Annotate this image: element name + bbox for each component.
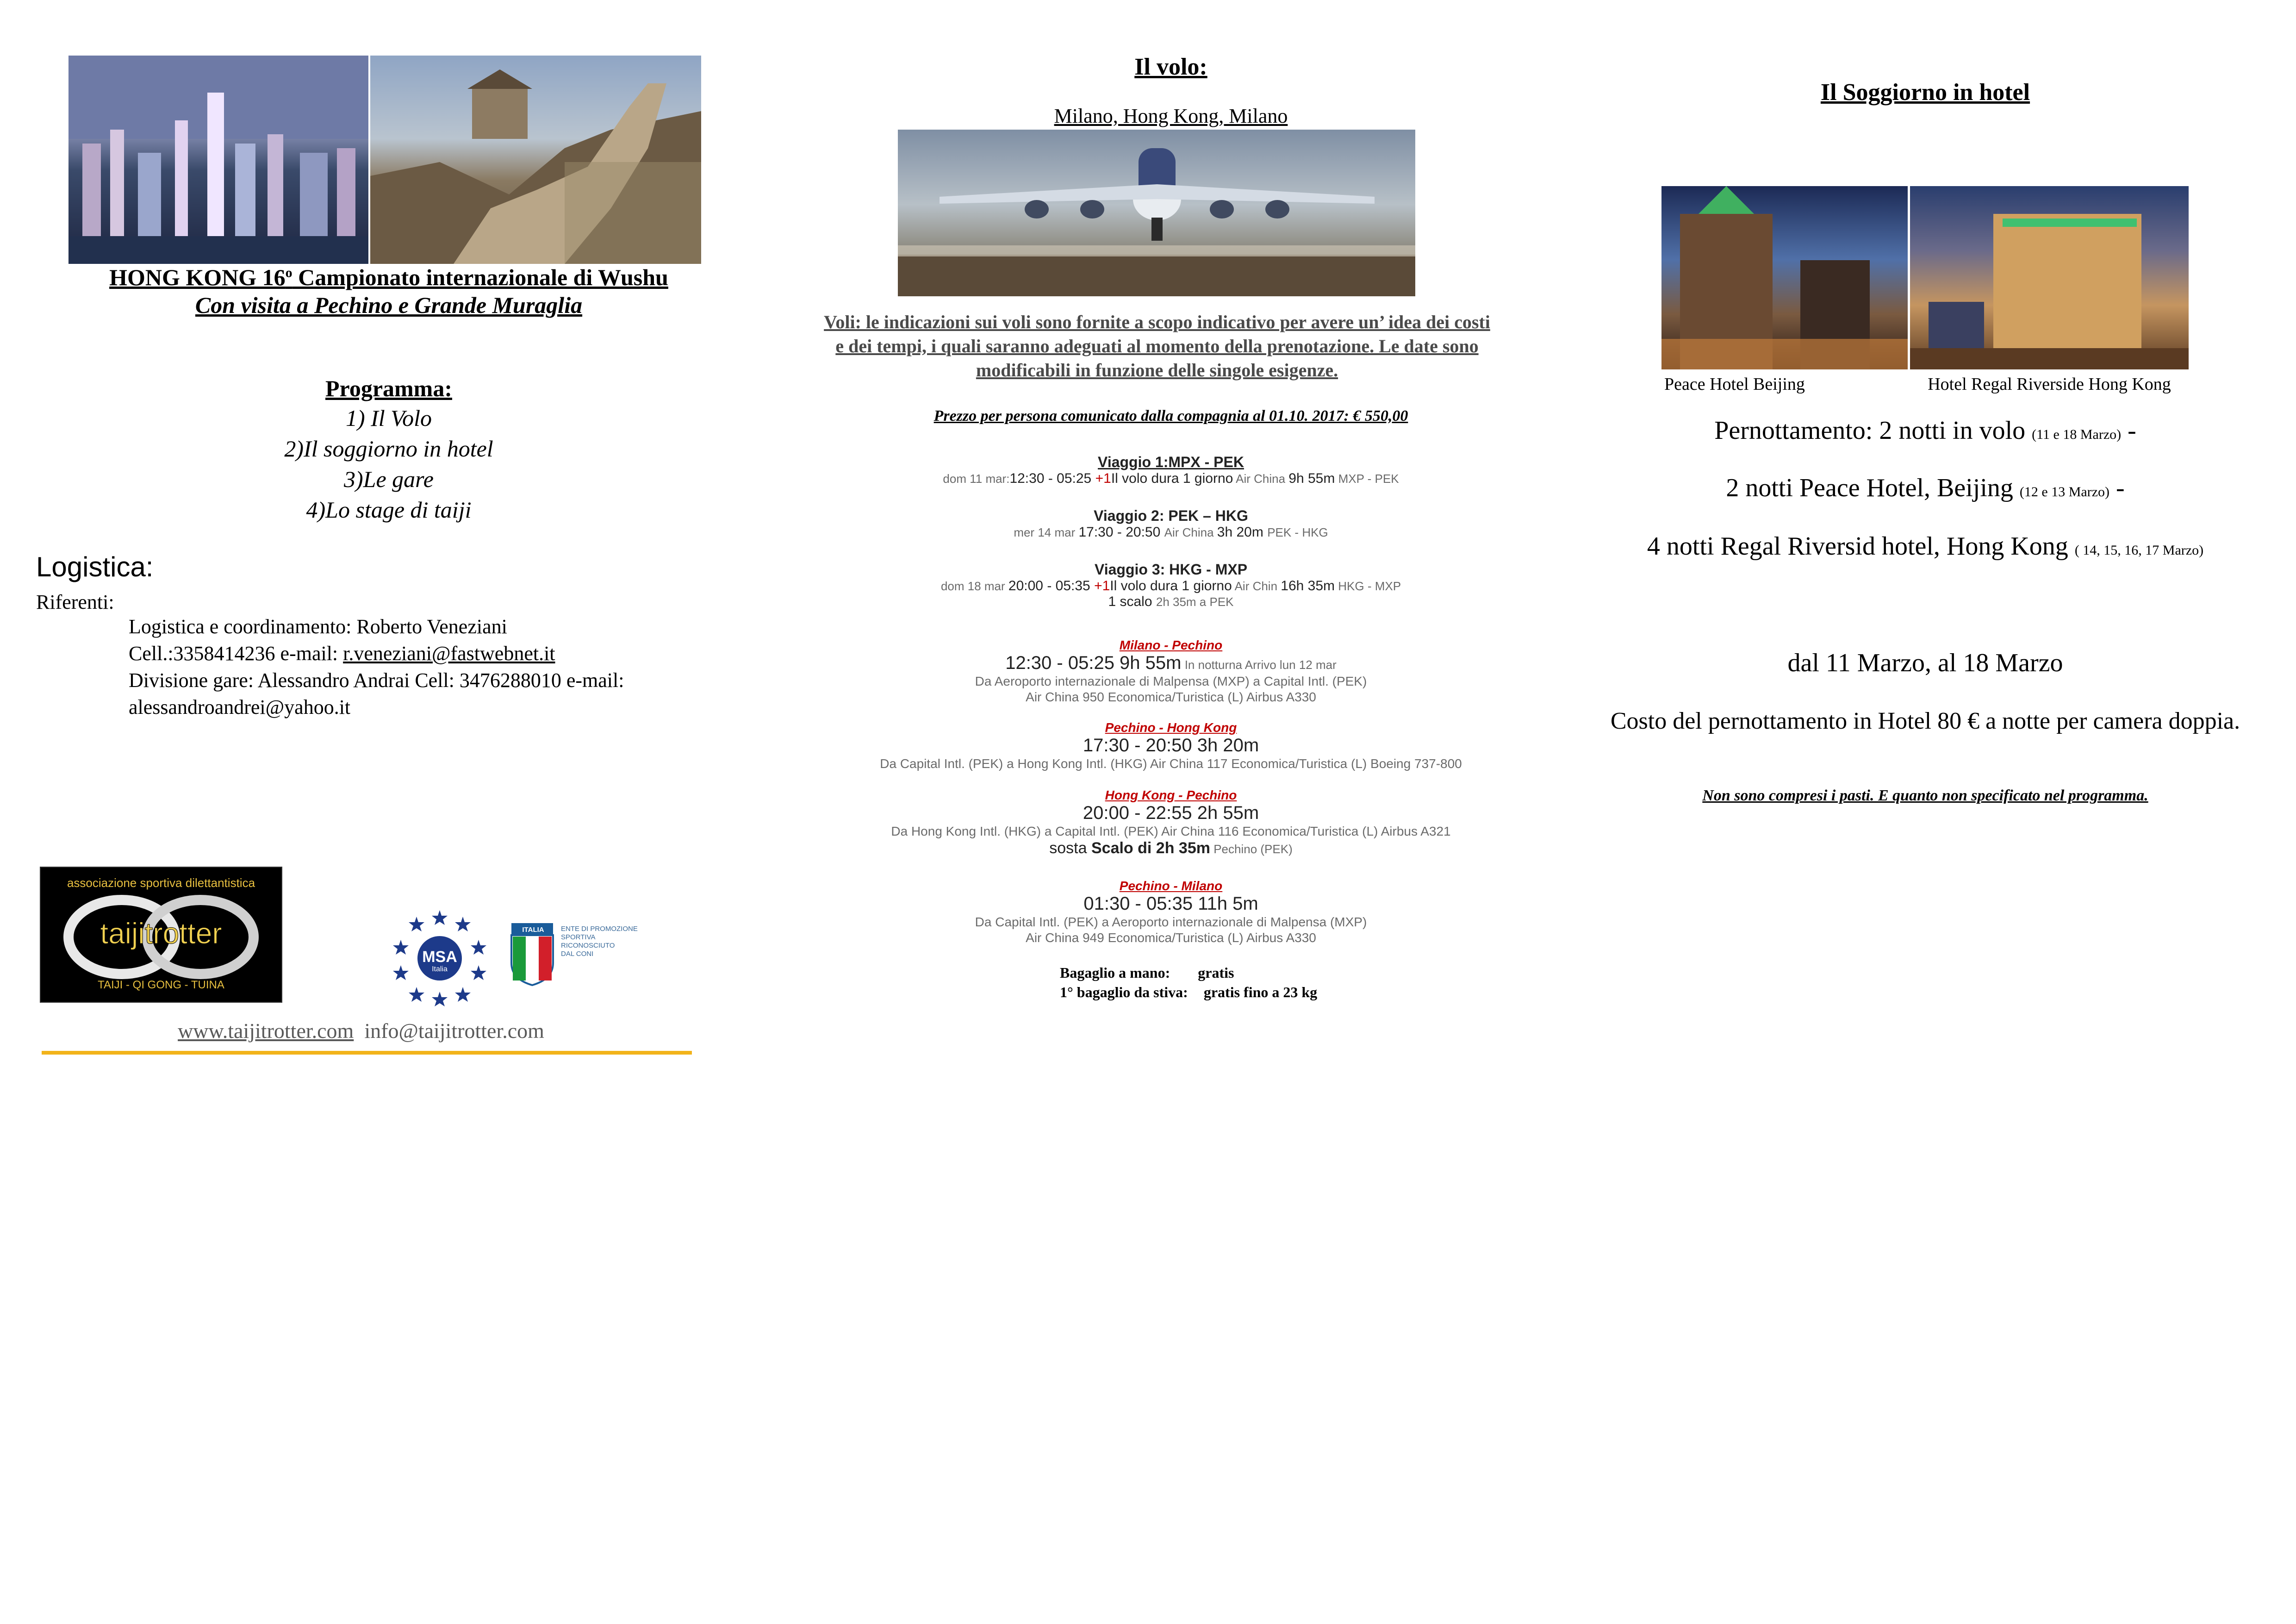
coni-text: ENTE DI PROMOZIONE SPORTIVA RICONOSCIUTO DAL CONI <box>561 925 638 958</box>
price-line: Prezzo per persona comunicato dalla compagnia al 01.10. 2017: € 550,00 <box>933 407 1408 425</box>
hotel-cost: Costo del pernottamento in Hotel 80 € a notte per camera doppia. <box>1610 708 2240 734</box>
regal-riverside-hotel-photo <box>1910 186 2189 369</box>
programma-list <box>37 403 740 525</box>
website-line <box>37 1018 685 1043</box>
coni-logo: ITALIA ENTE DI PROMOZIONE SPORTIVA RICONOSCIUTO DAL CONI <box>509 921 666 991</box>
hong-kong-skyline-photo <box>68 56 368 264</box>
volo-title: Il volo: <box>1134 54 1207 80</box>
baggage-info: Bagaglio a mano: gratis 1° bagaglio da stiva: gratis fino a 23 kg <box>1060 964 1318 1000</box>
contact-gare-email: alessandroandrei@yahoo.it <box>129 696 351 718</box>
contact-email-link[interactable]: info@taijitrotter.com <box>364 1019 544 1043</box>
airplane-photo <box>898 130 1415 296</box>
contact-gare-line: Divisione gare: Alessandro Andrai Cell: 3476288010 e-mail: <box>129 669 624 692</box>
coordinator-email-link[interactable]: r.veneziani@fastwebnet.it <box>343 642 555 665</box>
voli-note: Voli: le indicazioni sui voli sono fornite a scopo indicativo per avere un’ idea dei costi e dei tempi, i quali saranno adeguati al momento della prenotazione. Le date sono modificabili in funzione delle singole esigenze. <box>824 312 1490 381</box>
msa-logo: MSA Italia <box>389 907 491 1009</box>
segment-pechino-milano: Pechino - Milano 01:30 - 05:35 11h 5m Da Capital Intl. (PEK) a Aeroporto internazionale di Malpensa (MXP) Air China 949 Economica/Turistica (L) Airbus A330 <box>975 879 1367 945</box>
segment-pechino-hongkong: Pechino - Hong Kong 17:30 - 20:50 3h 20m Da Capital Intl. (PEK) a Hong Kong Intl. (HKG) Air China 117 Economica/Turistica (L) Boeing 737-800 <box>880 720 1462 771</box>
programma-item: 1) Il Volo <box>345 405 432 431</box>
regal-hotel-caption: Hotel Regal Riverside Hong Kong <box>1928 375 2171 394</box>
soggiorno-title: Il Soggiorno in hotel <box>1820 79 2030 106</box>
programma-item: 2)Il soggiorno in hotel <box>284 436 493 462</box>
gold-divider <box>42 1051 692 1055</box>
date-range: dal 11 Marzo, al 18 Marzo <box>1787 649 2063 677</box>
hero-title: HONG KONG 16$^o$ Campionato internazionale di Wushu <box>109 264 668 290</box>
not-included-note: Non sono compresi i pasti. E quanto non specificato nel programma. <box>1702 787 2148 804</box>
peace-hotel-caption: Peace Hotel Beijing <box>1664 375 1805 394</box>
logistica-heading: Logistica: <box>36 551 154 582</box>
segment-hongkong-pechino: Hong Kong - Pechino 20:00 - 22:55 2h 55m Da Hong Kong Intl. (HKG) a Capital Intl. (PEK) Air China 116 Economica/Turistica (L) Airbus A321 sosta Scalo di 2h 35m Pechino (PEK) <box>891 788 1451 857</box>
programma-item: 4)Lo stage di taiji <box>306 497 472 523</box>
viaggio-1: Viaggio 1:MPX - PEK dom 11 mar:12:30 - 05:25 +1Il volo dura 1 giorno Air China 9h 55m MXP - PEK <box>943 454 1399 486</box>
contacts-block <box>129 613 624 721</box>
riferenti-label: Riferenti: <box>36 591 114 613</box>
segment-milano-pechino: Milano - Pechino 12:30 - 05:25 9h 55m In notturna Arrivo lun 12 mar Da Aeroporto internazionale di Malpensa (MXP) a Capital Intl. (PEK) Air China 950 Economica/Turistica (L) Airbus A330 <box>975 638 1367 704</box>
pernottamento-line-3: 4 notti Regal Riversid hotel, Hong Kong ( 14, 15, 16, 17 Marzo) <box>1647 532 2204 561</box>
taijitrotter-logo: associazione sportiva dilettantistica taijitrotter TAIJI - QI GONG - TUINA <box>40 867 282 1003</box>
website-link[interactable]: www.taijitrotter.com <box>178 1019 354 1043</box>
great-wall-photo <box>370 56 701 264</box>
programma-title: Programma: <box>325 375 452 401</box>
hero-subtitle: Con visita a Pechino e Grande Muraglia <box>195 292 583 318</box>
viaggio-3: Viaggio 3: HKG - MXP dom 18 mar 20:00 - 05:35 +1Il volo dura 1 giorno Air Chin 16h 35m HKG - MXP 1 scalo 2h 35m a PEK <box>940 561 1401 609</box>
contact-coordinator: Logistica e coordinamento: Roberto Veneziani <box>129 615 507 638</box>
contact-cell-line: Cell.:3358414236 e-mail: r.veneziani@fastwebnet.it <box>129 642 555 665</box>
volo-route: Milano, Hong Kong, Milano <box>1054 105 1288 127</box>
pernottamento-line-1: Pernottamento: 2 notti in volo (11 e 18 Marzo) - <box>1714 416 2136 445</box>
programma-item: 3)Le gare <box>344 466 434 492</box>
viaggio-2: Viaggio 2: PEK – HKG mer 14 mar 17:30 - 20:50 Air China 3h 20m PEK - HKG <box>1014 507 1328 540</box>
pernottamento-line-2: 2 notti Peace Hotel, Beijing (12 e 13 Marzo) - <box>1726 474 2125 502</box>
peace-hotel-photo <box>1661 186 1908 369</box>
